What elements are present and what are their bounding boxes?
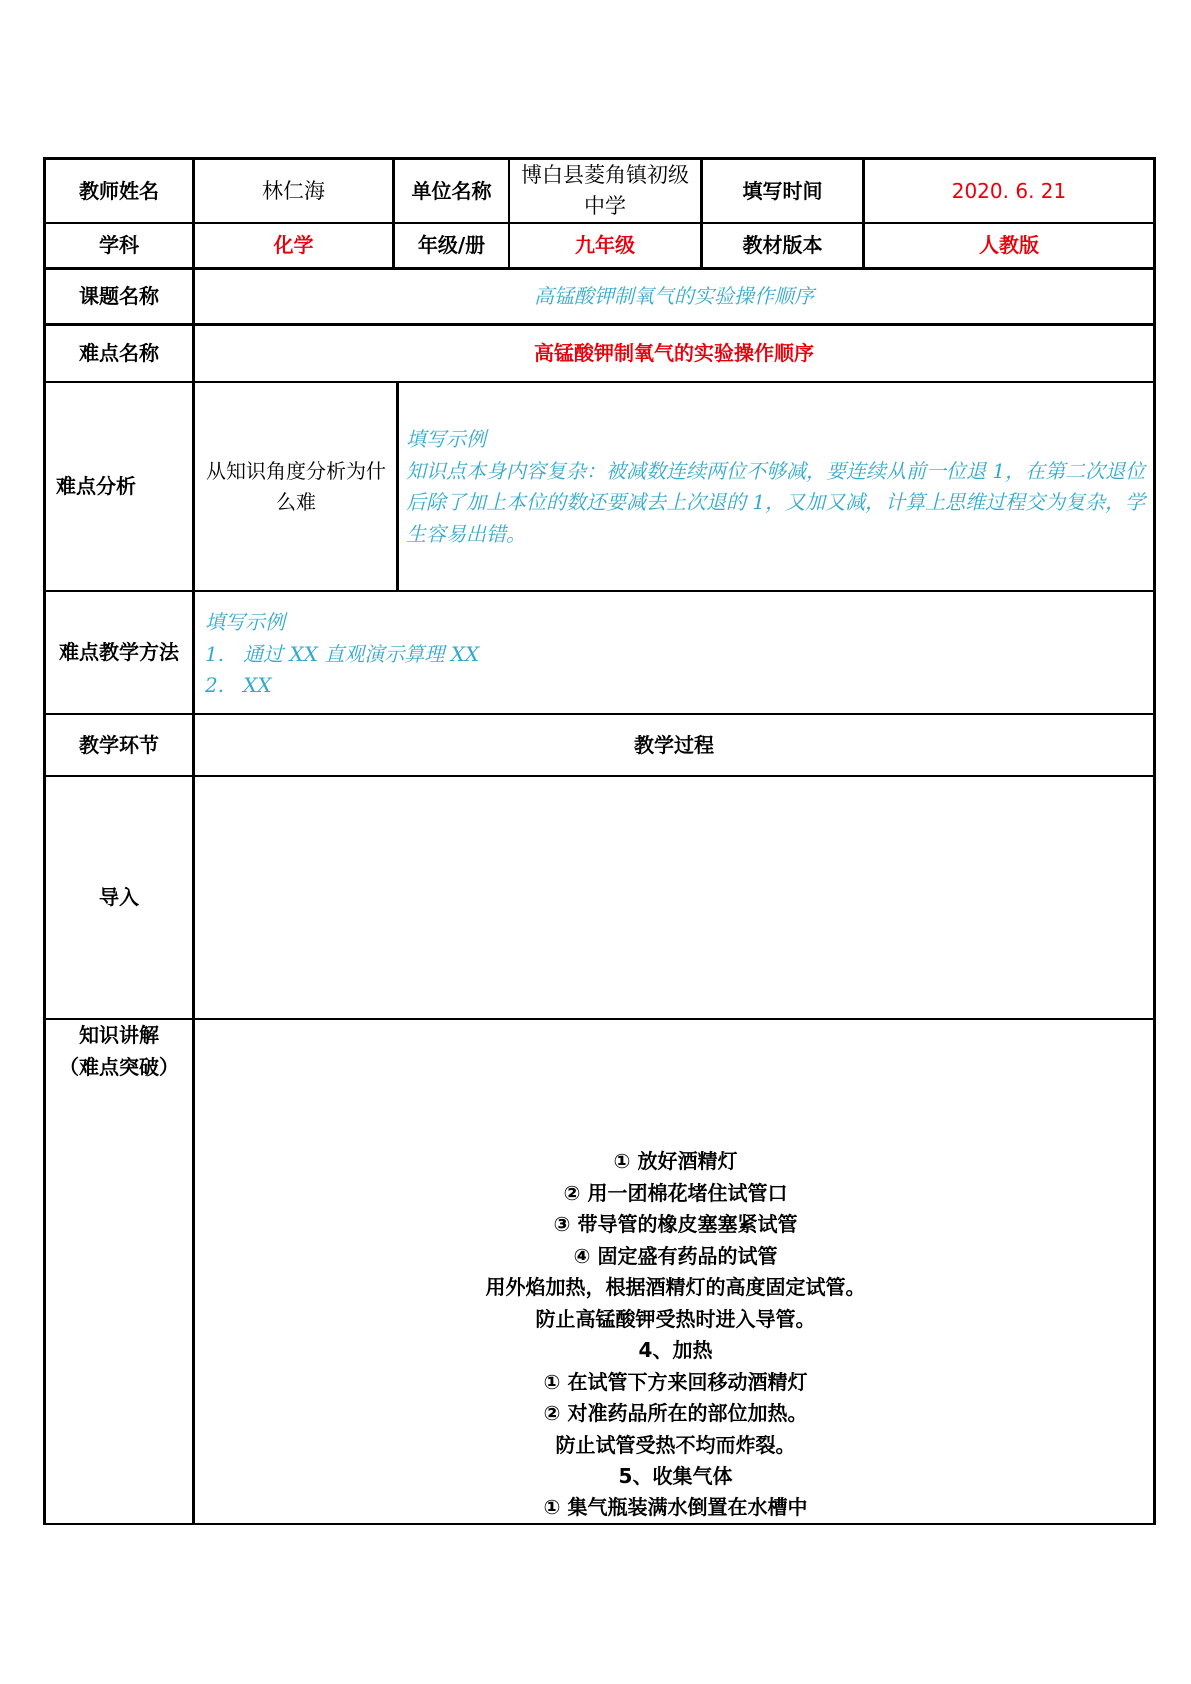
teaching-stage-label: 教学环节 xyxy=(79,732,159,757)
analysis-example xyxy=(406,424,1148,550)
process-line: ① 在试管下方来回移动酒精灯 xyxy=(543,1369,808,1394)
process-line: ① 放好酒精灯 xyxy=(613,1149,738,1173)
method-example xyxy=(205,607,1145,702)
process-line: ④ 固定盛有药品的试管 xyxy=(573,1243,778,1268)
row-line-5 xyxy=(43,590,1156,592)
process-line: 5、收集气体 xyxy=(618,1464,733,1488)
topic-label: 课题名称 xyxy=(79,284,159,308)
analysis-sub-label: 从知识角度分析为什么难 xyxy=(206,458,386,514)
grade-value: 九年级 xyxy=(575,233,635,257)
subject-value: 化学 xyxy=(273,233,314,257)
process-line: 4、加热 xyxy=(638,1338,713,1362)
textbook-edition-value: 人教版 xyxy=(979,233,1039,257)
process-line: ① 集气瓶装满水倒置在水槽中 xyxy=(543,1495,808,1519)
method-item: 2. XX xyxy=(205,673,272,697)
row-line-8 xyxy=(43,1018,1156,1020)
teacher-name-value: 林仁海 xyxy=(262,178,325,203)
analysis-divider xyxy=(396,381,399,591)
method-example-title: 填写示例 xyxy=(205,610,285,634)
knowledge-label-line2: （难点突破） xyxy=(59,1054,179,1079)
process-line: 防止试管受热不均而炸裂。 xyxy=(555,1432,796,1457)
process-line: 用外焰加热，根据酒精灯的高度固定试管。 xyxy=(485,1275,866,1299)
fill-time-value: 2020. 6. 21 xyxy=(951,178,1067,203)
teaching-process-label: 教学过程 xyxy=(634,732,714,757)
process-line: ② 对准药品所在的部位加热。 xyxy=(543,1401,808,1425)
unit-name-label: 单位名称 xyxy=(411,178,492,203)
method-item: 1. 通过 XX 直观演示算理 XX xyxy=(205,641,480,666)
analysis-label: 难点分析 xyxy=(56,474,136,498)
difficulty-value: 高锰酸钾制氧气的实验操作顺序 xyxy=(534,341,814,365)
method-label: 难点教学方法 xyxy=(59,640,179,664)
row-line-7 xyxy=(43,775,1156,777)
analysis-example-text: 知识点本身内容复杂：被减数连续两位不够减，要连续从前一位退 1，在第二次退位后除了加上本位的数还要减去上次退的 1，又加又减，计算上思维过程交为复杂，学生容易出错。 xyxy=(406,458,1146,546)
analysis-example-title: 填写示例 xyxy=(406,427,486,451)
process-line: ② 用一团棉花堵住试管口 xyxy=(563,1180,788,1205)
difficulty-label: 难点名称 xyxy=(79,341,159,365)
teacher-name-label: 教师姓名 xyxy=(79,178,159,203)
textbook-edition-label: 教材版本 xyxy=(742,233,823,257)
topic-value: 高锰酸钾制氧气的实验操作顺序 xyxy=(534,284,814,308)
fill-time-label: 填写时间 xyxy=(742,178,823,203)
intro-label: 导入 xyxy=(99,885,139,909)
knowledge-label xyxy=(46,1020,192,1083)
subject-label: 学科 xyxy=(99,233,139,257)
knowledge-label-line1: 知识讲解 xyxy=(79,1023,159,1047)
process-line: ③ 带导管的橡皮塞塞紧试管 xyxy=(553,1212,798,1236)
unit-name-value: 博白县菱角镇初级中学 xyxy=(521,163,689,218)
process-line: 防止高锰酸钾受热时进入导管。 xyxy=(535,1306,816,1331)
grade-label: 年级/册 xyxy=(417,233,486,257)
